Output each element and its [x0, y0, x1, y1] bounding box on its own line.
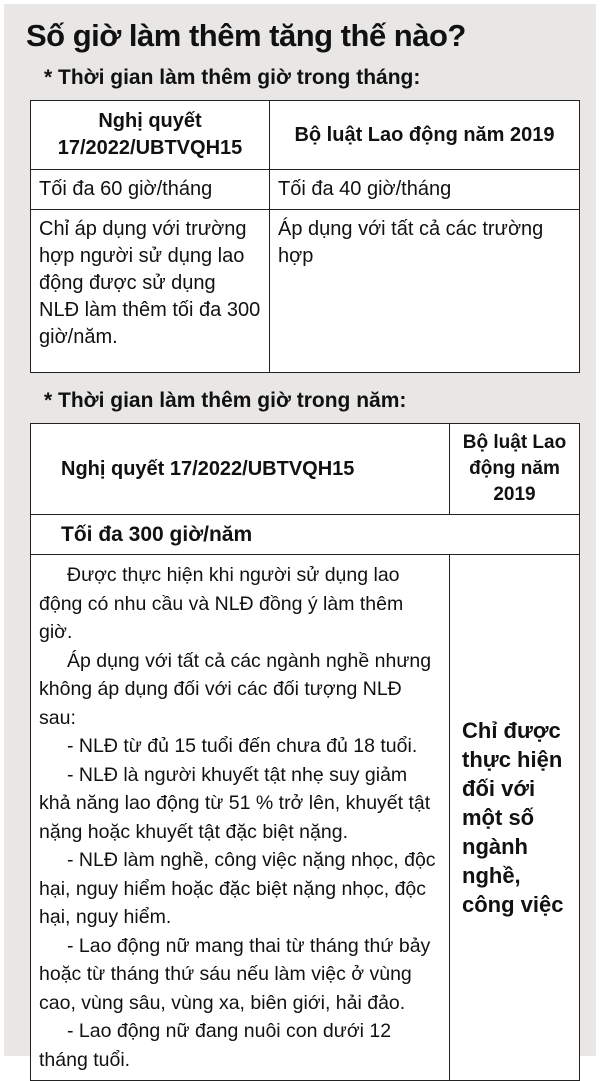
table-header-row	[31, 101, 580, 170]
table-cell: Chỉ áp dụng với trường hợp người sử dụng lao động được sử dụng NLĐ làm thêm tối đa 300 giờ/năm.	[31, 210, 270, 373]
yearly-heading: * Thời gian làm thêm giờ trong năm:	[44, 389, 407, 412]
detail-line: - Lao động nữ mang thai từ tháng thứ bảy hoặc từ tháng thứ sáu nếu làm việc ở vùng cao, vùng sâu, vùng xa, biên giới, hải đảo.	[39, 934, 431, 1014]
limit-cell: Tối đa 300 giờ/năm	[31, 515, 580, 555]
detail-line: - NLĐ từ đủ 15 tuổi đến chưa đủ 18 tuổi.	[67, 735, 418, 757]
details-cell	[31, 555, 450, 1081]
monthly-table	[30, 100, 580, 373]
table-cell: Tối đa 40 giờ/tháng	[270, 170, 580, 210]
detail-line: - NLĐ là người khuyết tật nhẹ suy giảm khả năng lao động từ 51 % trở lên, khuyết tật nặng hoặc khuyết tật đặc biệt nặng.	[39, 763, 431, 843]
header-resolution: Nghị quyết 17/2022/UBTVQH15	[31, 424, 450, 515]
right-note: Chỉ được thực hiện đối với một số ngành nghề, công việc	[450, 555, 580, 1081]
detail-line: - Lao động nữ đang nuôi con dưới 12 tháng tuổi.	[39, 1020, 392, 1071]
table-row	[31, 515, 580, 555]
page-title: Số giờ làm thêm tăng thế nào?	[26, 18, 466, 53]
table-row	[31, 210, 580, 373]
table-row	[31, 170, 580, 210]
detail-line: - NLĐ làm nghề, công việc nặng nhọc, độc hại, nguy hiểm hoặc đặc biệt nặng nhọc, độc hại, nguy hiểm.	[39, 849, 436, 928]
detail-line: Áp dụng với tất cả các ngành nghề nhưng không áp dụng đối với các đối tượng NLĐ sau:	[39, 649, 432, 729]
table-header-row	[31, 424, 580, 515]
infographic	[4, 4, 596, 1071]
header-labor-code: Bộ luật Lao động năm 2019	[270, 101, 580, 170]
monthly-heading: * Thời gian làm thêm giờ trong tháng:	[44, 66, 421, 89]
table-cell: Tối đa 60 giờ/tháng	[31, 170, 270, 210]
header-labor-code: Bộ luật Lao động năm 2019	[450, 424, 580, 515]
table-cell: Áp dụng với tất cả các trường hợp	[270, 210, 580, 373]
table-row	[31, 555, 580, 1081]
yearly-table	[30, 423, 580, 1081]
detail-line: Được thực hiện khi người sử dụng lao động có nhu cầu và NLĐ đồng ý làm thêm giờ.	[39, 564, 404, 643]
header-resolution: Nghị quyết 17/2022/UBTVQH15	[31, 101, 270, 170]
